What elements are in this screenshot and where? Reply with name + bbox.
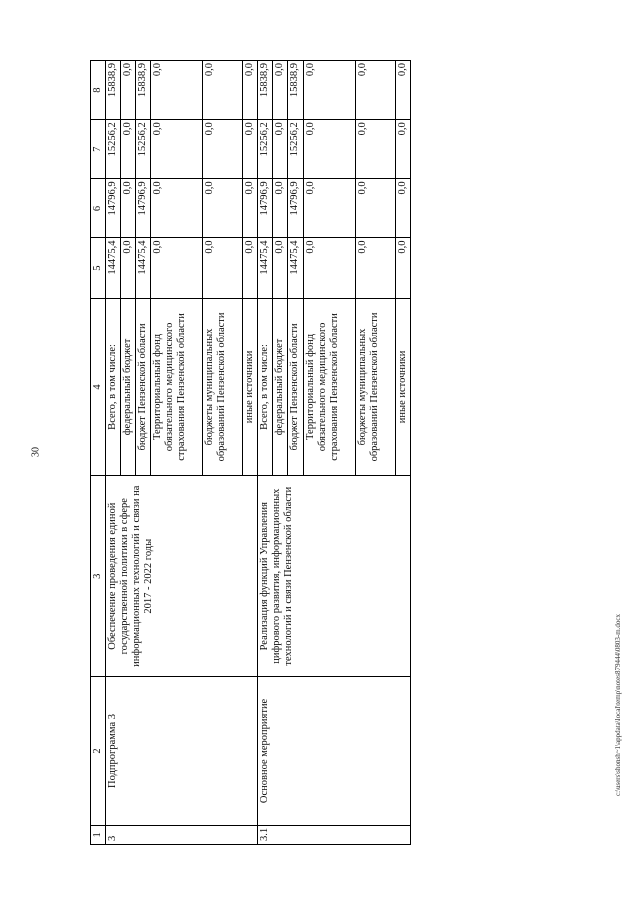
- value-cell: 0,0: [243, 179, 258, 238]
- value-cell: 0,0: [121, 61, 136, 120]
- value-cell: 0,0: [303, 179, 355, 238]
- header-row: [91, 61, 106, 845]
- funding-source: федеральный бюджет: [273, 298, 288, 475]
- value-cell: 14475,4: [106, 238, 121, 298]
- col-header: 4: [91, 298, 106, 475]
- value-cell: 15838,9: [136, 61, 151, 120]
- col-header: 6: [91, 179, 106, 238]
- funding-source: иные источники: [395, 298, 410, 475]
- value-cell: 15838,9: [106, 61, 121, 120]
- value-cell: 15838,9: [258, 61, 273, 120]
- value-cell: 0,0: [121, 120, 136, 179]
- value-cell: 0,0: [121, 238, 136, 298]
- program-description: Реализация функций Управления цифрового развития, информационных технологий и связи Пензенской области: [258, 476, 410, 677]
- table-row: [258, 61, 273, 845]
- program-description: Обеспечение проведения единой государственной политики в сфере информационных технологий и связи на 2017 - 2022 годы: [106, 476, 258, 677]
- value-cell: 14796,9: [136, 179, 151, 238]
- row-number: 3.1: [258, 825, 410, 844]
- value-cell: 0,0: [273, 120, 288, 179]
- program-name: Основное мероприятие: [258, 677, 410, 825]
- value-cell: 15256,2: [136, 120, 151, 179]
- funding-source: Всего, в том числе:: [106, 298, 121, 475]
- value-cell: 0,0: [243, 61, 258, 120]
- value-cell: 0,0: [303, 61, 355, 120]
- value-cell: 0,0: [303, 238, 355, 298]
- value-cell: 14796,9: [258, 179, 273, 238]
- funding-source: бюджеты муниципальных образований Пензенской области: [203, 298, 243, 475]
- value-cell: 0,0: [395, 238, 410, 298]
- value-cell: 0,0: [203, 179, 243, 238]
- value-cell: 0,0: [395, 120, 410, 179]
- value-cell: 14475,4: [136, 238, 151, 298]
- value-cell: 0,0: [273, 179, 288, 238]
- funding-source: Территориальный фонд обязательного медицинского страхования Пензенской области: [151, 298, 203, 475]
- value-cell: 14475,4: [258, 238, 273, 298]
- value-cell: 14796,9: [106, 179, 121, 238]
- col-header: 3: [91, 476, 106, 677]
- col-header: 2: [91, 677, 106, 825]
- value-cell: 15256,2: [258, 120, 273, 179]
- value-cell: 0,0: [151, 238, 203, 298]
- value-cell: 0,0: [203, 61, 243, 120]
- funding-source: федеральный бюджет: [121, 298, 136, 475]
- footer-file-path: c:\users\shonsh~1\appdata\local\temp\notes879444\0803-m.docx: [614, 613, 622, 797]
- value-cell: 0,0: [151, 61, 203, 120]
- value-cell: 0,0: [151, 179, 203, 238]
- value-cell: 0,0: [243, 120, 258, 179]
- page-number: 30: [30, 447, 42, 457]
- value-cell: 14796,9: [288, 179, 303, 238]
- value-cell: 15838,9: [288, 61, 303, 120]
- value-cell: 0,0: [395, 61, 410, 120]
- value-cell: 0,0: [303, 120, 355, 179]
- table-row: [106, 61, 121, 845]
- value-cell: 0,0: [273, 238, 288, 298]
- col-header: 8: [91, 61, 106, 120]
- value-cell: 0,0: [355, 61, 395, 120]
- budget-table: [90, 60, 411, 845]
- value-cell: 0,0: [273, 61, 288, 120]
- value-cell: 0,0: [151, 120, 203, 179]
- funding-source: бюджет Пензенской области: [136, 298, 151, 475]
- funding-source: бюджеты муниципальных образований Пензенской области: [355, 298, 395, 475]
- value-cell: 15256,2: [106, 120, 121, 179]
- value-cell: 0,0: [203, 120, 243, 179]
- funding-source: Всего, в том числе:: [258, 298, 273, 475]
- value-cell: 0,0: [395, 179, 410, 238]
- col-header: 7: [91, 120, 106, 179]
- value-cell: 15256,2: [288, 120, 303, 179]
- value-cell: 0,0: [203, 238, 243, 298]
- funding-source: бюджет Пензенской области: [288, 298, 303, 475]
- col-header: 5: [91, 238, 106, 298]
- funding-source: иные источники: [243, 298, 258, 475]
- funding-source: Территориальный фонд обязательного медицинского страхования Пензенской области: [303, 298, 355, 475]
- value-cell: 0,0: [355, 179, 395, 238]
- value-cell: 0,0: [243, 238, 258, 298]
- program-name: Подпрограмма 3: [106, 677, 258, 825]
- row-number: 3: [106, 825, 258, 844]
- value-cell: 0,0: [355, 120, 395, 179]
- rotated-table-area: [90, 60, 447, 845]
- col-header: 1: [91, 825, 106, 844]
- value-cell: 0,0: [121, 179, 136, 238]
- value-cell: 14475,4: [288, 238, 303, 298]
- value-cell: 0,0: [355, 238, 395, 298]
